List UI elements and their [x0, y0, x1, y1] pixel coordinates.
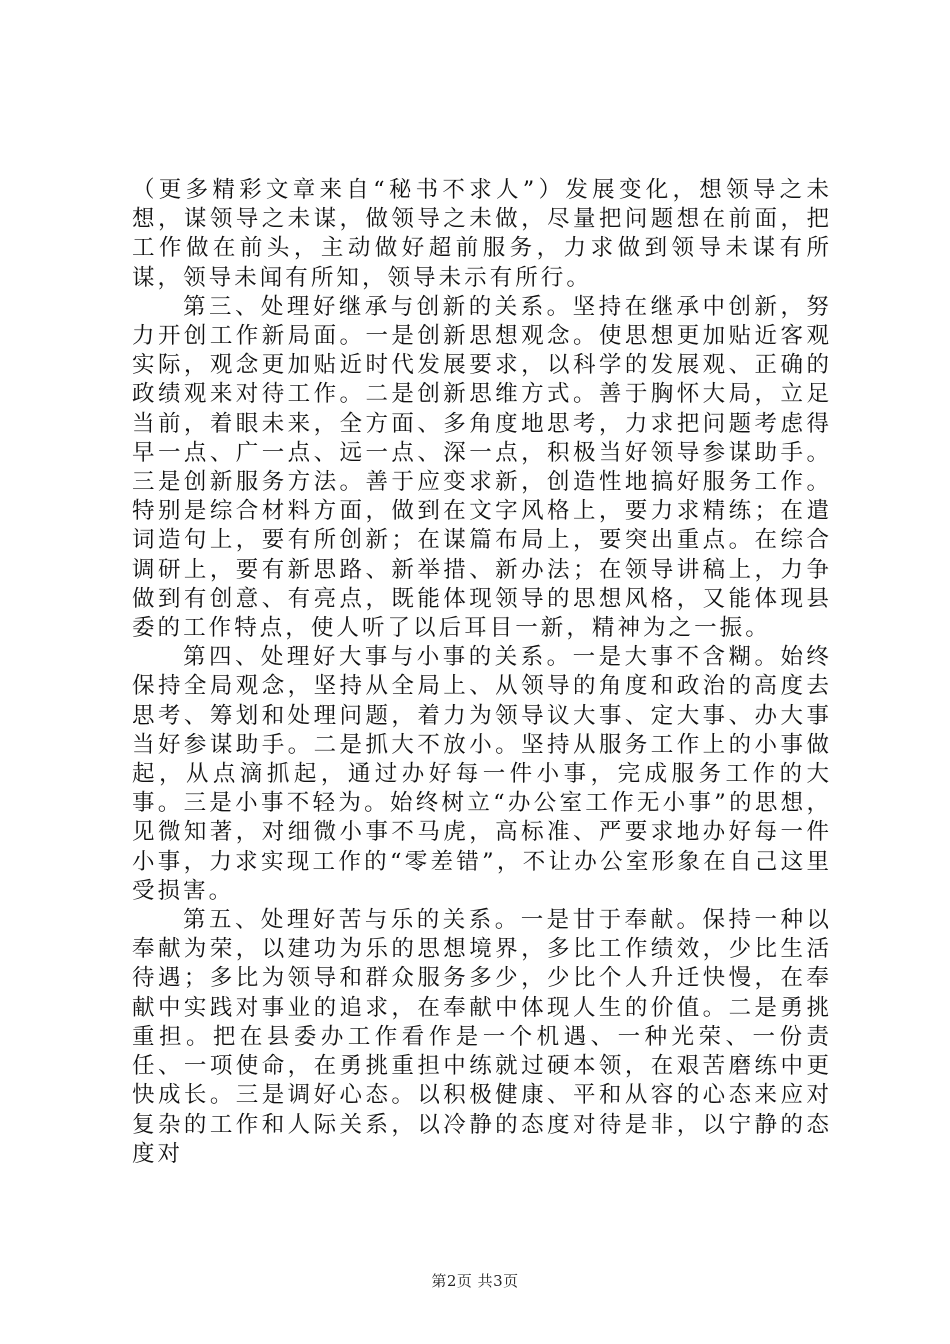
page-number-footer: 第2页 共3页 — [431, 1272, 519, 1290]
paragraph-big-small-matters: 第四、处理好大事与小事的关系。一是大事不含糊。始终保持全局观念，坚持从全局上、从领导的角度和政治的高度去思考、筹划和处理问题，着力为领导议大事、定大事、办大事当好参谋助手。二是抓大不放小。坚持从服务工作上的小事做起，从点滴抓起，通过办好每一件小事，完成服务工作的大事。三是小事不轻为。始终树立“办公室工作无小事”的思想，见微知著，对细微小事不马虎，高标准、严要求地办好每一件小事，力求实现工作的“零差错”，不让办公室形象在自己这里受损害。 — [132, 644, 832, 904]
paragraph-hardship-joy: 第五、处理好苦与乐的关系。一是甘于奉献。保持一种以奉献为荣，以建功为乐的思想境界，多比工作绩效，少比生活待遇；多比为领导和群众服务多少，少比个人升迁快慢，在奉献中实践对事业的追求，在奉献中体现人生的价值。二是勇挑重担。把在县委办工作看作是一个机遇、一种光荣、一份责任、一项使命，在勇挑重担中练就过硬本领，在艰苦磨练中更快成长。三是调好心态。以积极健康、平和从容的心态来应对复杂的工作和人际关系，以冷静的态度对待是非，以宁静的态度对 — [132, 907, 832, 1167]
paragraph-continuation: （更多精彩文章来自“秘书不求人”）发展变化，想领导之未想，谋领导之未谋，做领导之未做，尽量把问题想在前面，把工作做在前头，主动做好超前服务，力求做到领导未谋有所谋，领导未闻有所知，领导未示有所行。 — [132, 177, 832, 291]
document-body — [132, 176, 832, 1169]
paragraph-inheritance-innovation: 第三、处理好继承与创新的关系。坚持在继承中创新，努力开创工作新局面。一是创新思想观念。使思想更加贴近客观实际，观念更加贴近时代发展要求，以科学的发展观、正确的政绩观来对待工作。二是创新思维方式。善于胸怀大局，立足当前，着眼未来，全方面、多角度地思考，力求把问题考虑得早一点、广一点、远一点、深一点，积极当好领导参谋助手。三是创新服务方法。善于应变求新，创造性地搞好服务工作。特别是综合材料方面，做到在文字风格上，要力求精练；在遣词造句上，要有所创新；在谋篇布局上，要突出重点。在综合调研上，要有新思路、新举措、新办法；在领导讲稿上，力争做到有创意、有亮点，既能体现领导的思想风格，又能体现县委的工作特点，使人听了以后耳目一新，精神为之一振。 — [132, 293, 832, 642]
